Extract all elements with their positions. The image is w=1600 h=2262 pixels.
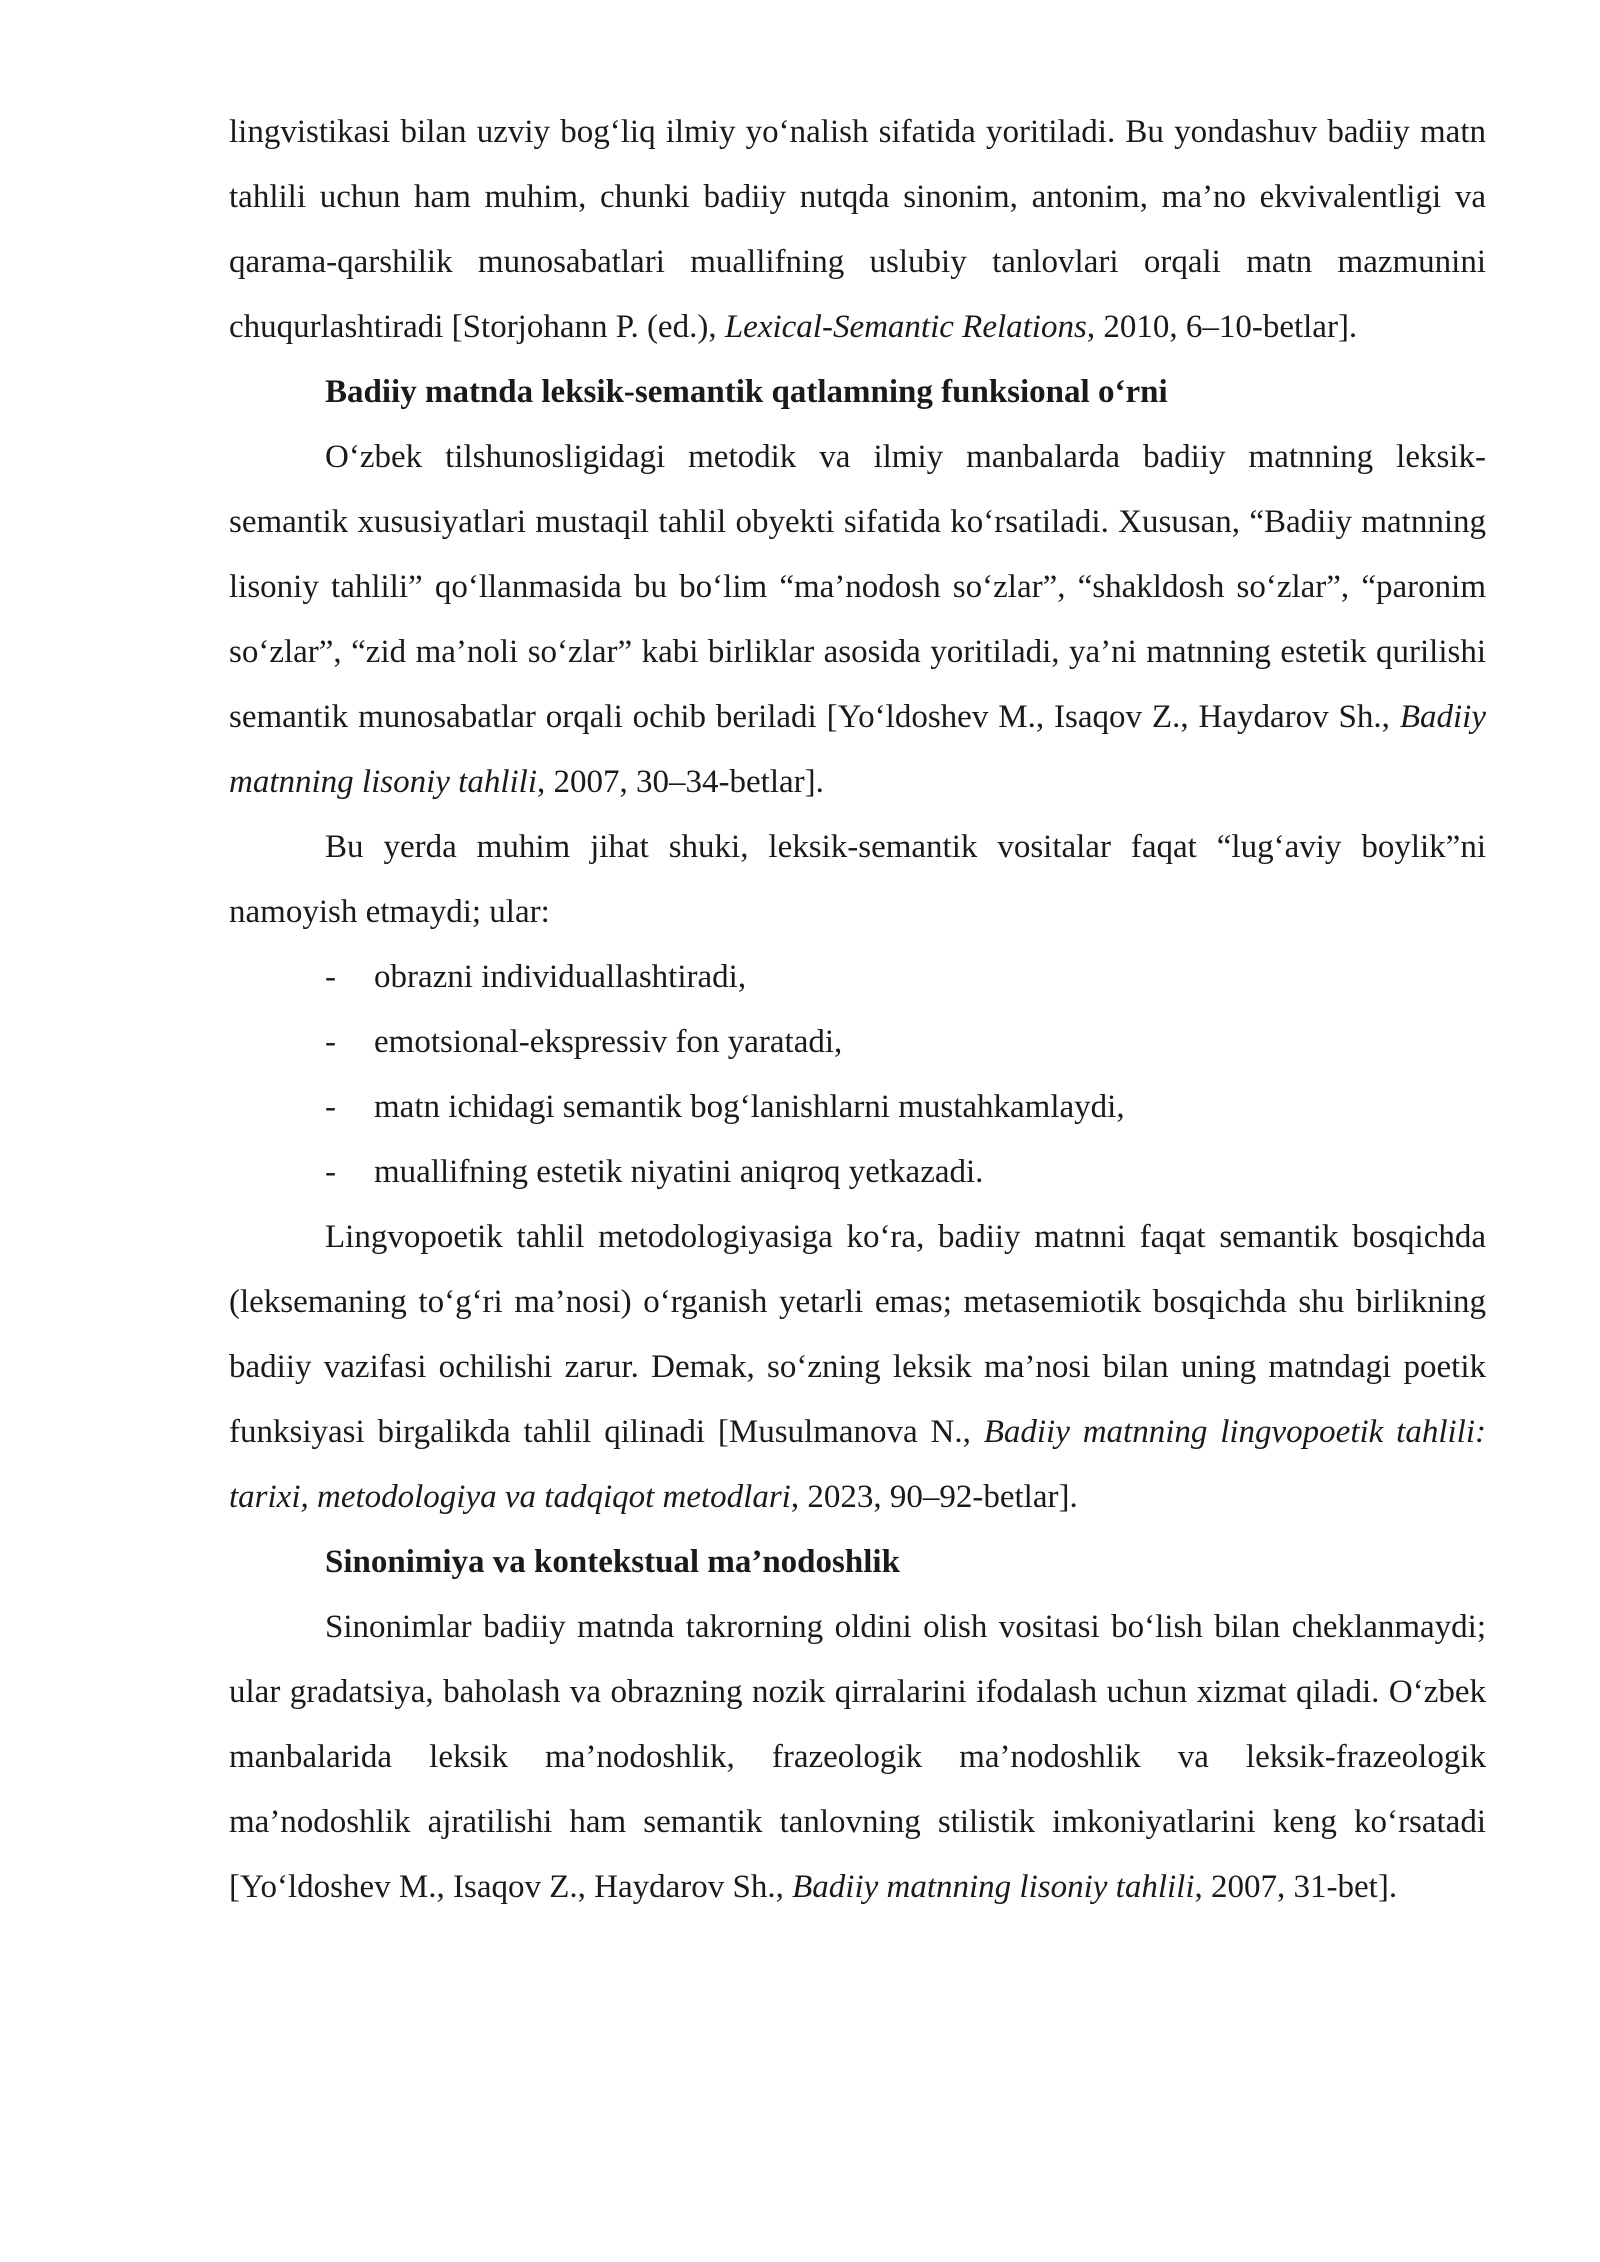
list-item (229, 1140, 1486, 1205)
section-heading-1: Badiiy matnda leksik-semantik qatlamning funksional o‘rni (325, 374, 1168, 410)
list-marker: - (325, 1089, 336, 1125)
document-page (229, 100, 1486, 1920)
paragraph-5 (229, 1595, 1486, 1920)
paragraph-2-citation-title: Badiiy matnning lisoniy tahlili (229, 699, 1486, 800)
paragraph-1-citation-title: Lexical-Semantic Relations (724, 309, 1087, 345)
dash-list (229, 945, 1486, 1205)
list-item-text: obrazni individuallashtiradi, (374, 959, 747, 995)
paragraph-5-citation-tail: , 2007, 31-bet]. (1194, 1869, 1398, 1905)
section-heading-2: Sinonimiya va kontekstual ma’nodoshlik (325, 1544, 900, 1580)
list-item-text: matn ichidagi semantik bog‘lanishlarni mustahkamlaydi, (374, 1089, 1125, 1125)
list-item-text: emotsional-ekspressiv fon yaratadi, (374, 1024, 843, 1060)
paragraph-2-text: O‘zbek tilshunosligidagi metodik va ilmiy manbalarda badiiy matnning leksik-semantik xususiyatlari mustaqil tahlil obyekti sifatida ko‘rsatiladi. Xususan, “Badiiy matnning lisoniy tahlili” qo‘llanmasida bu bo‘lim “ma’nodosh so‘zlar”, “shakldosh so‘zlar”, “paronim so‘zlar”, “zid ma’noli so‘zlar” kabi birliklar asosida yoritiladi, ya’ni matnning estetik qurilishi semantik munosabatlar orqali ochib beriladi [Yo‘ldoshev M., Isaqov Z., Haydarov Sh., (229, 439, 1486, 735)
list-marker: - (325, 1154, 336, 1190)
paragraph-1-citation-tail: , 2010, 6–10-betlar]. (1086, 309, 1358, 345)
paragraph-4-citation-title: Badiiy matnning lingvopoetik tahlili: tarixi, metodologiya va tadqiqot metodlari (229, 1414, 1486, 1515)
paragraph-2-citation-tail: , 2007, 30–34-betlar]. (537, 764, 824, 800)
paragraph-5-citation-title: Badiiy matnning lisoniy tahlili (792, 1869, 1195, 1905)
paragraph-5-text: Sinonimlar badiiy matnda takrorning oldini olish vositasi bo‘lish bilan cheklanmaydi; ular gradatsiya, baholash va obrazning nozik qirralarini ifodalash uchun xizmat qiladi. O‘zbek manbalarida leksik ma’nodoshlik, frazeologik ma’nodoshlik va leksik-frazeologik ma’nodoshlik ajratilishi ham semantik tanlovning stilistik imkoniyatlarini keng ko‘rsatadi [Yo‘ldoshev M., Isaqov Z., Haydarov Sh., (229, 1609, 1486, 1905)
paragraph-1-text: lingvistikasi bilan uzviy bog‘liq ilmiy yo‘nalish sifatida yoritiladi. Bu yondashuv badiiy matn tahlili uchun ham muhim, chunki badiiy nutqda sinonim, antonim, ma’no ekvivalentligi va qarama-qarshilik munosabatlari muallifning uslubiy tanlovlari orqali matn mazmunini chuqurlashtiradi [Storjohann P. (ed.), (229, 114, 1486, 345)
list-item-text: muallifning estetik niyatini aniqroq yetkazadi. (374, 1154, 984, 1190)
list-item (229, 945, 1486, 1010)
paragraph-4-text: Lingvopoetik tahlil metodologiyasiga ko‘ra, badiiy matnni faqat semantik bosqichda (leksemaning to‘g‘ri ma’nosi) o‘rganish yetarli emas; metasemiotik bosqichda shu birlikning badiiy vazifasi ochilishi zarur. Demak, so‘zning leksik ma’nosi bilan uning matndagi poetik funksiyasi birgalikda tahlil qilinadi [Musulmanova N., (229, 1219, 1486, 1450)
paragraph-3: Bu yerda muhim jihat shuki, leksik-semantik vositalar faqat “lug‘aviy boylik”ni namoyish etmaydi; ular: (229, 829, 1486, 930)
list-marker: - (325, 1024, 336, 1060)
list-item (229, 1075, 1486, 1140)
paragraph-4 (229, 1205, 1486, 1530)
paragraph-2 (229, 425, 1486, 815)
list-marker: - (325, 959, 336, 995)
paragraph-4-citation-tail: , 2023, 90–92-betlar]. (790, 1479, 1078, 1515)
paragraph-1 (229, 100, 1486, 360)
list-item (229, 1010, 1486, 1075)
